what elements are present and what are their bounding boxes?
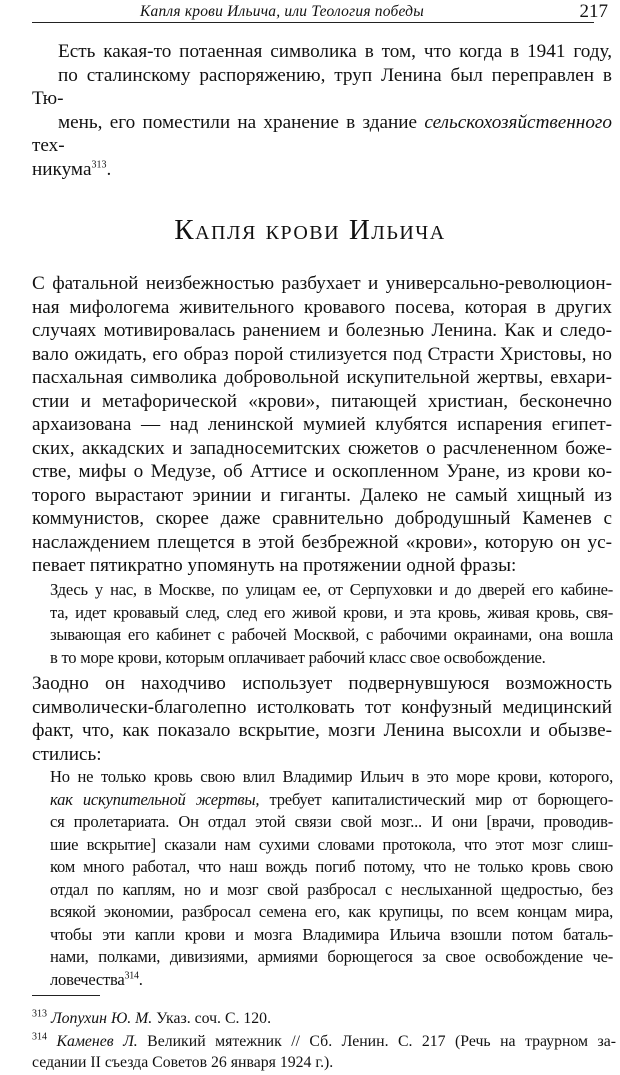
- text-line: [32, 111, 612, 158]
- quote-line: [50, 969, 613, 992]
- text-line: факт, что, как показало вскрытие, мозги Ленина высохли и обызве-: [32, 720, 612, 741]
- text-line: [32, 158, 612, 182]
- quote-kamenev-1: [50, 579, 613, 669]
- text-line: случаях мотивировалась ранением и болезнью Ленина. Как и следо-: [32, 320, 612, 341]
- text-line: ских, аккадских и западносемитских сюжетов о расчлененном боже-: [32, 437, 612, 459]
- text-run: тех-: [32, 135, 65, 156]
- text-run: требует капиталистический мир от борющего-: [259, 789, 613, 809]
- text-line: Есть какая-то потаенная символика в том, что когда в 1941 году,: [58, 41, 612, 62]
- quote-line: шие вскрытие] сказали нам сухими словами протокола, что этот мозг слиш-: [50, 834, 613, 854]
- section-heading: Капля крови Ильича: [174, 214, 446, 246]
- footnote-313: [32, 1008, 616, 1029]
- emphasis-run: как искупительной жертвы,: [50, 789, 260, 809]
- footnote-314: [32, 1031, 616, 1073]
- quote-line: чтобы эти капли крови и мозга Владимира Ильича взошли потом баталь-: [50, 924, 613, 944]
- footnote-author: Каменев Л.: [56, 1033, 138, 1050]
- text-line: Заодно он находчиво использует подвернувшуюся возможность: [32, 673, 612, 694]
- footnote-text: Указ. соч. С. 120.: [152, 1010, 272, 1027]
- text-run: ловечества: [50, 969, 125, 989]
- footnote-ref-313[interactable]: 313: [91, 159, 107, 171]
- text-line: коммунистов, скорее даже сравнительно добродушный Каменев с: [32, 508, 612, 529]
- text-line: С фатальной неизбежностью разбухает и универсально-революцион-: [32, 273, 612, 294]
- text-run: .: [106, 158, 112, 180]
- footnote-line: [32, 1031, 616, 1052]
- footnote-ref-314[interactable]: 314: [124, 969, 139, 981]
- text-line: ная мифологема живительного кровавого посева, которая в других: [32, 296, 612, 318]
- text-line: символически-благолепно истолковать тот конфузный медицинский: [32, 696, 612, 718]
- quote-kamenev-2: [50, 766, 613, 991]
- text-line: стились:: [32, 743, 102, 765]
- footnote-number: 314: [32, 1031, 47, 1043]
- quote-line: ся пролетариата. Он отдал этой связи свой мозг... И они [врачи, проводив-: [50, 812, 613, 831]
- text-run: .: [138, 969, 143, 989]
- text-line: в то море крови, которым оплачивает рабочий класс свое освобождение.: [50, 647, 546, 667]
- text-line: вало ожидать, его образ порой стилизуется под Страсти Христовы, но: [32, 343, 612, 365]
- quote-line: отдал по каплям, но и мозг свой разбросал с неслыханной щедростью, без: [50, 879, 613, 899]
- paragraph-brain: [32, 672, 612, 766]
- page-number: 217: [579, 1, 608, 22]
- header-rule: [32, 22, 594, 23]
- text-line: по сталинскому распоряжению, труп Ленина был переправлен в Тю-: [32, 64, 612, 109]
- quote-line: [50, 789, 613, 812]
- text-line: наслаждением плещется в этой безбрежной «крови», которую он ус-: [32, 531, 612, 553]
- text-line: певает пятикратно упомянуть на протяжении одной фразы:: [32, 555, 517, 576]
- quote-line: ком много работал, что наш вождь погиб потому, что не только кровь свою: [50, 857, 613, 876]
- footnote-line: седании II съезда Советов 26 января 1924 г.).: [32, 1054, 334, 1071]
- text-line: архаизована — над ленинской мумией клубятся испарения египет-: [32, 414, 612, 435]
- text-line: стии и метафорической «крови», питающей христиан, бесконечно: [32, 390, 612, 412]
- page-header: [0, 0, 620, 22]
- footnote-number: 313: [32, 1008, 47, 1020]
- footnote-author: Лопухин Ю. М.: [50, 1010, 153, 1027]
- quote-line: нами, полками, дивизиями, армиями борющегося за свое освобождение че-: [50, 947, 613, 966]
- quote-line: всякой экономии, разбросал семена его, как крупицы, по всем концам мира,: [50, 902, 613, 921]
- text-line: стве, мифы о Медузе, об Аттисе и оскопленном Уране, из крови ко-: [32, 461, 612, 482]
- footnote-text: Великий мятежник // Сб. Ленин. С. 217 (Речь на траурном за-: [137, 1033, 616, 1050]
- main-paragraph: [32, 272, 612, 578]
- text-line: зывающая его кабинет с рабочей Москвой, с рабочими окраинами, она вошла: [50, 625, 613, 644]
- text-line: пасхальная символика добровольной искупительной жертвы, евхари-: [32, 367, 612, 388]
- emphasis-run: сельскохозяйственного: [424, 111, 612, 133]
- footnote-rule: [32, 995, 100, 996]
- running-head: Капля крови Ильича, или Теология победы: [140, 3, 424, 20]
- text-run: никума: [32, 158, 92, 180]
- text-line: та, идет кровавый след, след его живой крови, и эта кровь, живая кровь, свя-: [50, 602, 613, 622]
- text-line: торого вырастают эринии и гиганты. Далеко не самый хищный из: [32, 484, 612, 506]
- quote-line: Но не только кровь свою влил Владимир Ильич в это море крови, которого,: [50, 767, 613, 786]
- text-line: Здесь у нас, в Москве, по улицам ее, от Серпуховки и до дверей его кабине-: [50, 580, 613, 599]
- intro-paragraph: [32, 40, 612, 181]
- text-run: мень, его поместили на хранение в здание: [58, 111, 425, 133]
